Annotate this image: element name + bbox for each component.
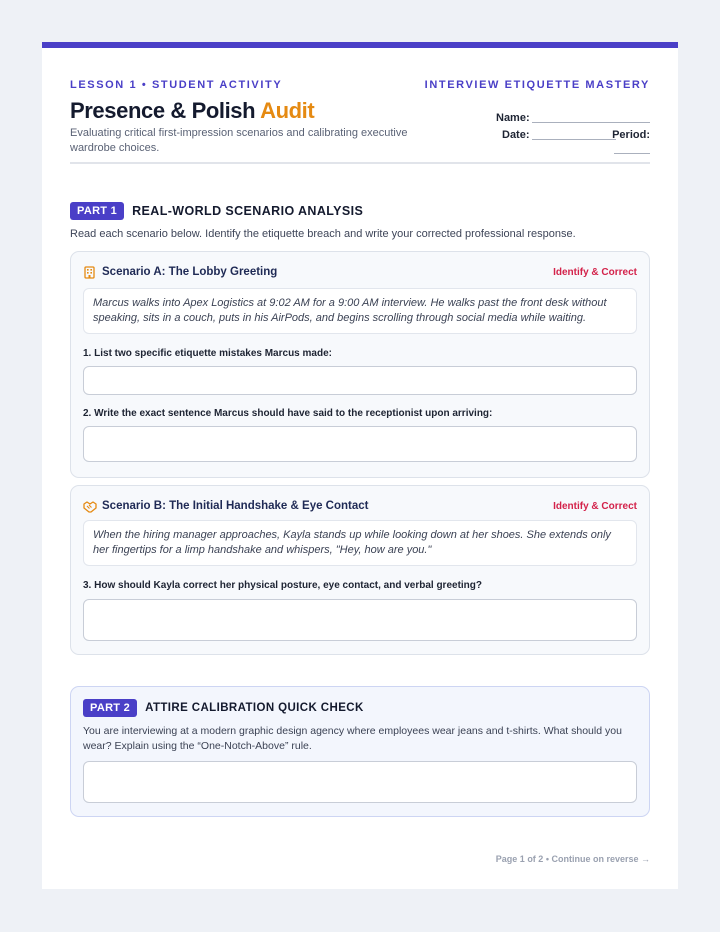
part2-heading — [83, 699, 364, 717]
page-subtitle: Evaluating critical first-impression scenarios and calibrating executive wardrobe choices. — [70, 127, 408, 154]
scenario-a-title-row — [83, 266, 277, 279]
title-main: Presence & Polish — [70, 98, 256, 123]
part1-badge: PART 1 — [70, 202, 124, 220]
question-1: 1. List two specific etiquette mistakes Marcus made: — [83, 348, 332, 359]
scenario-b-title-row — [83, 500, 368, 513]
building-icon — [83, 266, 96, 279]
answer-box-3[interactable] — [83, 599, 637, 641]
period-field[interactable] — [614, 153, 650, 154]
handshake-icon — [83, 500, 96, 513]
page-title — [70, 98, 314, 124]
course-label: INTERVIEW ETIQUETTE MASTERY — [424, 79, 650, 91]
scenario-card-b — [70, 485, 650, 655]
part2-title: ATTIRE CALIBRATION QUICK CHECK — [145, 702, 364, 714]
part2-badge: PART 2 — [83, 699, 137, 717]
scenario-a-tag: Identify & Correct — [553, 266, 637, 278]
period-label: Period: — [612, 129, 650, 141]
scenario-b-header — [83, 498, 637, 514]
scenario-b-tag: Identify & Correct — [553, 500, 637, 512]
question-3: 3. How should Kayla correct her physical posture, eye contact, and verbal greeting? — [83, 580, 483, 591]
scenario-b-text: When the hiring manager approaches, Kayla stands up while looking down at her shoes. She extends only her fingertips for a limp handshake and whispers, "Hey, how are you." — [83, 520, 637, 566]
name-field[interactable] — [532, 122, 650, 123]
part2-card — [70, 686, 650, 817]
answer-box-4[interactable] — [83, 761, 637, 803]
date-field[interactable] — [532, 139, 616, 140]
date-label: Date: — [502, 129, 530, 141]
part1-instructions: Read each scenario below. Identify the etiquette breach and write your corrected professional response. — [70, 228, 576, 240]
scenario-a-header — [83, 264, 637, 280]
page-footer: Page 1 of 2 • Continue on reverse → — [495, 854, 650, 864]
part2-question: You are interviewing at a modern graphic design agency where employees wear jeans and t-shirts. What should you wear? Explain using the “One-Notch-Above” rule. — [83, 725, 622, 752]
part1-heading — [70, 202, 363, 220]
title-accent: Audit — [260, 98, 315, 123]
header-divider — [70, 162, 650, 164]
name-label: Name: — [496, 112, 530, 124]
scenario-card-a — [70, 251, 650, 478]
scenario-a-title: Scenario A: The Lobby Greeting — [102, 266, 278, 278]
question-2: 2. Write the exact sentence Marcus should have said to the receptionist upon arriving: — [83, 408, 493, 419]
answer-box-2[interactable] — [83, 426, 637, 462]
student-info — [480, 106, 650, 166]
answer-box-1[interactable] — [83, 366, 637, 395]
worksheet-page — [42, 42, 678, 889]
scenario-a-text: Marcus walks into Apex Logistics at 9:02 AM for a 9:00 AM interview. He walks past the front desk without speaking, sits in a couch, puts in his AirPods, and begins scrolling through social media while waiting. — [83, 288, 637, 334]
lesson-label: LESSON 1 • STUDENT ACTIVITY — [70, 79, 283, 91]
part1-title: REAL-WORLD SCENARIO ANALYSIS — [132, 204, 364, 218]
scenario-b-title: Scenario B: The Initial Handshake & Eye Contact — [102, 500, 369, 512]
